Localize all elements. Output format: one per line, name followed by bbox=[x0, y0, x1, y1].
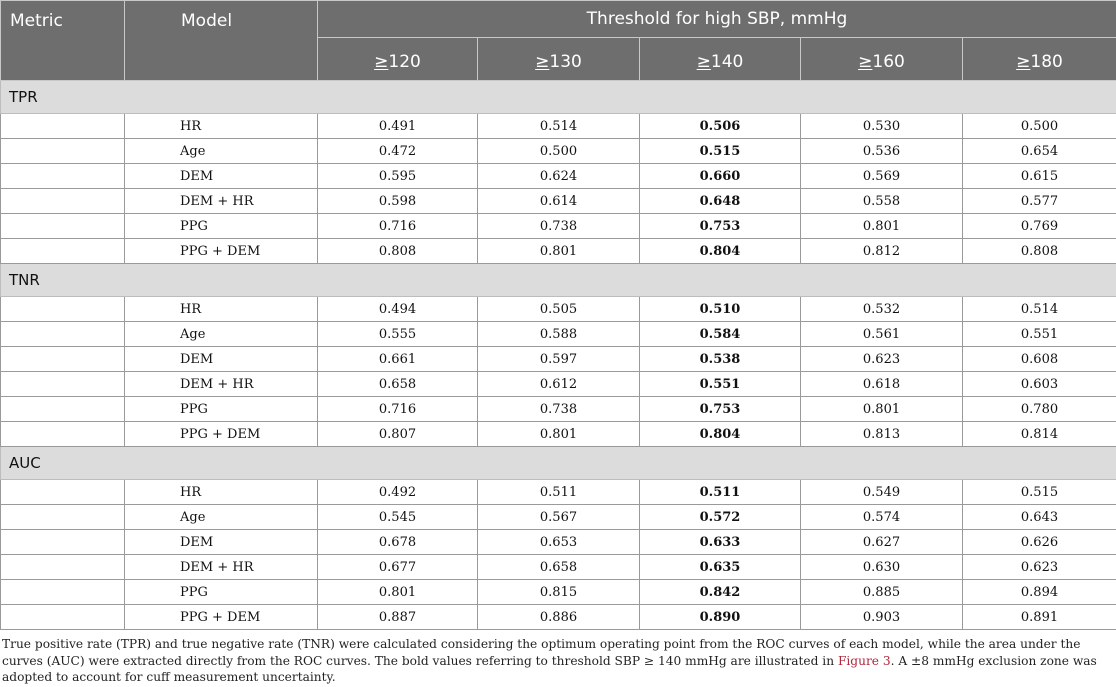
value-cell: 0.801 bbox=[478, 239, 640, 264]
value-cell: 0.538 bbox=[640, 347, 801, 372]
table-row bbox=[1, 605, 1116, 630]
value-cell: 0.654 bbox=[963, 139, 1116, 164]
header-metric: Metric bbox=[1, 1, 125, 81]
table-row bbox=[1, 139, 1116, 164]
table-row bbox=[1, 397, 1116, 422]
metric-cell bbox=[1, 422, 125, 447]
value-cell: 0.536 bbox=[801, 139, 963, 164]
value-cell: 0.597 bbox=[478, 347, 640, 372]
value-cell: 0.603 bbox=[963, 372, 1116, 397]
value-cell: 0.804 bbox=[640, 239, 801, 264]
table-row bbox=[1, 297, 1116, 322]
model-cell: PPG + DEM bbox=[125, 605, 318, 630]
value-cell: 0.500 bbox=[963, 114, 1116, 139]
value-cell: 0.627 bbox=[801, 530, 963, 555]
value-cell: 0.630 bbox=[801, 555, 963, 580]
value-cell: 0.510 bbox=[640, 297, 801, 322]
model-cell: PPG bbox=[125, 214, 318, 239]
threshold-value: 140 bbox=[710, 52, 744, 72]
value-cell: 0.661 bbox=[318, 347, 478, 372]
value-cell: 0.894 bbox=[963, 580, 1116, 605]
threshold-symbol: ≥ bbox=[535, 52, 550, 72]
value-cell: 0.551 bbox=[963, 322, 1116, 347]
value-cell: 0.558 bbox=[801, 189, 963, 214]
figure-reference-link[interactable]: Figure 3 bbox=[837, 653, 891, 668]
threshold-symbol: ≥ bbox=[696, 52, 711, 72]
value-cell: 0.624 bbox=[478, 164, 640, 189]
metric-cell bbox=[1, 555, 125, 580]
value-cell: 0.615 bbox=[963, 164, 1116, 189]
section-row bbox=[1, 447, 1116, 480]
threshold-value: 180 bbox=[1030, 52, 1063, 72]
header-threshold bbox=[801, 38, 963, 81]
value-cell: 0.532 bbox=[801, 297, 963, 322]
caption-text-1: True positive rate (TPR) and true negative rate (TNR) were calculated considering the optimum operating point from the ROC curves of each model, while the area under the curves (AUC) were extracted directly from the ROC curves. The bold values referring to threshold SBP ≥ 140 mmHg are illustrated in bbox=[2, 637, 1081, 668]
model-cell: Age bbox=[125, 505, 318, 530]
model-cell: DEM + HR bbox=[125, 189, 318, 214]
value-cell: 0.812 bbox=[801, 239, 963, 264]
model-cell: Age bbox=[125, 139, 318, 164]
value-cell: 0.505 bbox=[478, 297, 640, 322]
value-cell: 0.801 bbox=[318, 580, 478, 605]
model-cell: PPG bbox=[125, 580, 318, 605]
value-cell: 0.807 bbox=[318, 422, 478, 447]
value-cell: 0.623 bbox=[801, 347, 963, 372]
header-model: Model bbox=[125, 1, 318, 81]
metric-cell bbox=[1, 322, 125, 347]
model-cell: DEM bbox=[125, 347, 318, 372]
value-cell: 0.584 bbox=[640, 322, 801, 347]
value-cell: 0.716 bbox=[318, 397, 478, 422]
value-cell: 0.551 bbox=[640, 372, 801, 397]
value-cell: 0.738 bbox=[478, 397, 640, 422]
model-cell: HR bbox=[125, 297, 318, 322]
model-cell: Age bbox=[125, 322, 318, 347]
table-row bbox=[1, 322, 1116, 347]
value-cell: 0.738 bbox=[478, 214, 640, 239]
value-cell: 0.753 bbox=[640, 214, 801, 239]
value-cell: 0.494 bbox=[318, 297, 478, 322]
model-cell: DEM + HR bbox=[125, 555, 318, 580]
value-cell: 0.903 bbox=[801, 605, 963, 630]
table-row bbox=[1, 505, 1116, 530]
value-cell: 0.511 bbox=[478, 480, 640, 505]
value-cell: 0.808 bbox=[963, 239, 1116, 264]
model-cell: HR bbox=[125, 114, 318, 139]
value-cell: 0.492 bbox=[318, 480, 478, 505]
value-cell: 0.643 bbox=[963, 505, 1116, 530]
value-cell: 0.814 bbox=[963, 422, 1116, 447]
value-cell: 0.595 bbox=[318, 164, 478, 189]
value-cell: 0.555 bbox=[318, 322, 478, 347]
value-cell: 0.577 bbox=[963, 189, 1116, 214]
value-cell: 0.500 bbox=[478, 139, 640, 164]
section-row bbox=[1, 81, 1116, 114]
value-cell: 0.890 bbox=[640, 605, 801, 630]
metric-cell bbox=[1, 214, 125, 239]
metric-cell bbox=[1, 480, 125, 505]
header-threshold bbox=[640, 38, 801, 81]
value-cell: 0.608 bbox=[963, 347, 1116, 372]
table-row bbox=[1, 239, 1116, 264]
metric-cell bbox=[1, 297, 125, 322]
metric-cell bbox=[1, 189, 125, 214]
value-cell: 0.677 bbox=[318, 555, 478, 580]
threshold-symbol: ≥ bbox=[374, 52, 389, 72]
value-cell: 0.572 bbox=[640, 505, 801, 530]
section-label: TNR bbox=[1, 264, 1116, 297]
value-cell: 0.842 bbox=[640, 580, 801, 605]
model-cell: DEM bbox=[125, 164, 318, 189]
value-cell: 0.511 bbox=[640, 480, 801, 505]
value-cell: 0.506 bbox=[640, 114, 801, 139]
model-cell: PPG + DEM bbox=[125, 239, 318, 264]
metric-cell bbox=[1, 372, 125, 397]
value-cell: 0.514 bbox=[963, 297, 1116, 322]
value-cell: 0.753 bbox=[640, 397, 801, 422]
section-label: TPR bbox=[1, 81, 1116, 114]
table-row bbox=[1, 530, 1116, 555]
metric-cell bbox=[1, 164, 125, 189]
metric-cell bbox=[1, 397, 125, 422]
value-cell: 0.891 bbox=[963, 605, 1116, 630]
value-cell: 0.648 bbox=[640, 189, 801, 214]
value-cell: 0.549 bbox=[801, 480, 963, 505]
value-cell: 0.567 bbox=[478, 505, 640, 530]
value-cell: 0.769 bbox=[963, 214, 1116, 239]
metric-cell bbox=[1, 347, 125, 372]
model-cell: PPG bbox=[125, 397, 318, 422]
value-cell: 0.598 bbox=[318, 189, 478, 214]
section-row bbox=[1, 264, 1116, 297]
header-threshold bbox=[318, 38, 478, 81]
value-cell: 0.716 bbox=[318, 214, 478, 239]
value-cell: 0.801 bbox=[801, 214, 963, 239]
value-cell: 0.612 bbox=[478, 372, 640, 397]
model-cell: HR bbox=[125, 480, 318, 505]
table-row bbox=[1, 214, 1116, 239]
value-cell: 0.515 bbox=[640, 139, 801, 164]
metric-cell bbox=[1, 580, 125, 605]
value-cell: 0.574 bbox=[801, 505, 963, 530]
value-cell: 0.808 bbox=[318, 239, 478, 264]
table-row bbox=[1, 422, 1116, 447]
value-cell: 0.618 bbox=[801, 372, 963, 397]
threshold-value: 130 bbox=[549, 52, 582, 72]
caption-text-2: . A ±8 mmHg exclusion zone was adopted to account for cuff measurement uncertainty. bbox=[2, 653, 1097, 684]
value-cell: 0.515 bbox=[963, 480, 1116, 505]
value-cell: 0.472 bbox=[318, 139, 478, 164]
metric-cell bbox=[1, 139, 125, 164]
threshold-symbol: ≥ bbox=[1016, 52, 1031, 72]
value-cell: 0.815 bbox=[478, 580, 640, 605]
threshold-value: 120 bbox=[388, 52, 421, 72]
metric-cell bbox=[1, 605, 125, 630]
table-row bbox=[1, 114, 1116, 139]
value-cell: 0.623 bbox=[963, 555, 1116, 580]
threshold-symbol: ≥ bbox=[858, 52, 873, 72]
metric-cell bbox=[1, 239, 125, 264]
model-cell: DEM bbox=[125, 530, 318, 555]
value-cell: 0.614 bbox=[478, 189, 640, 214]
header-threshold bbox=[478, 38, 640, 81]
value-cell: 0.658 bbox=[318, 372, 478, 397]
value-cell: 0.545 bbox=[318, 505, 478, 530]
value-cell: 0.886 bbox=[478, 605, 640, 630]
section-label: AUC bbox=[1, 447, 1116, 480]
value-cell: 0.801 bbox=[478, 422, 640, 447]
value-cell: 0.804 bbox=[640, 422, 801, 447]
header-threshold-title: Threshold for high SBP, mmHg bbox=[318, 1, 1116, 38]
table-row bbox=[1, 555, 1116, 580]
table-row bbox=[1, 580, 1116, 605]
value-cell: 0.561 bbox=[801, 322, 963, 347]
metric-cell bbox=[1, 114, 125, 139]
model-cell: PPG + DEM bbox=[125, 422, 318, 447]
value-cell: 0.588 bbox=[478, 322, 640, 347]
value-cell: 0.887 bbox=[318, 605, 478, 630]
table-row bbox=[1, 164, 1116, 189]
table-caption bbox=[2, 636, 1114, 686]
value-cell: 0.530 bbox=[801, 114, 963, 139]
value-cell: 0.491 bbox=[318, 114, 478, 139]
table-row bbox=[1, 480, 1116, 505]
value-cell: 0.514 bbox=[478, 114, 640, 139]
table-row bbox=[1, 347, 1116, 372]
header-threshold bbox=[963, 38, 1116, 81]
table-row bbox=[1, 189, 1116, 214]
value-cell: 0.660 bbox=[640, 164, 801, 189]
value-cell: 0.780 bbox=[963, 397, 1116, 422]
value-cell: 0.635 bbox=[640, 555, 801, 580]
model-cell: DEM + HR bbox=[125, 372, 318, 397]
value-cell: 0.626 bbox=[963, 530, 1116, 555]
value-cell: 0.633 bbox=[640, 530, 801, 555]
value-cell: 0.653 bbox=[478, 530, 640, 555]
value-cell: 0.569 bbox=[801, 164, 963, 189]
value-cell: 0.678 bbox=[318, 530, 478, 555]
metric-cell bbox=[1, 505, 125, 530]
table-row bbox=[1, 372, 1116, 397]
value-cell: 0.813 bbox=[801, 422, 963, 447]
metric-cell bbox=[1, 530, 125, 555]
value-cell: 0.801 bbox=[801, 397, 963, 422]
value-cell: 0.885 bbox=[801, 580, 963, 605]
threshold-value: 160 bbox=[872, 52, 905, 72]
value-cell: 0.658 bbox=[478, 555, 640, 580]
